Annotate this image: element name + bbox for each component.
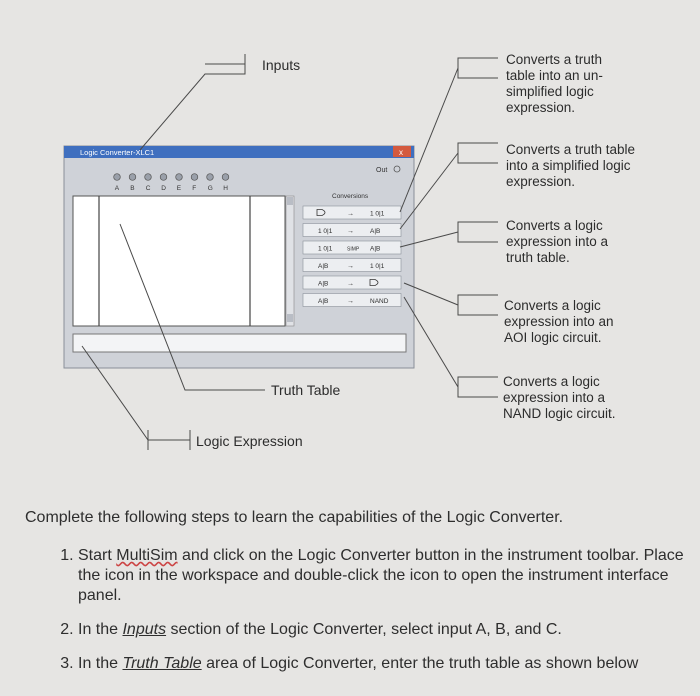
callout-expression-to-aoi: Converts a logic expression into an AOI logic circuit. [504, 298, 614, 345]
truth-table-term: Truth Table [122, 655, 202, 672]
input-letter-b: B [130, 185, 135, 192]
window-title: Logic Converter-XLC1 [80, 148, 155, 157]
step-3 [78, 654, 685, 674]
conversion-arrow: → [347, 298, 354, 305]
conversion-arrow: → [347, 263, 354, 270]
callout-truth-to-simplified: Converts a truth table into a simplified logic expression. [506, 142, 636, 189]
input-terminal-f[interactable] [191, 174, 198, 181]
conversion-from: 1 0|1 [318, 228, 333, 235]
truth-table-label: Truth Table [271, 382, 341, 398]
input-terminal-c[interactable] [145, 174, 152, 181]
conversion-button-1[interactable] [303, 206, 401, 219]
input-terminal-g[interactable] [207, 174, 214, 181]
inputs-label: Inputs [262, 57, 301, 73]
input-terminal-b[interactable] [129, 174, 136, 181]
input-letter-c: C [145, 185, 151, 192]
conversion-arrow: → [347, 228, 354, 235]
inputs-term: Inputs [122, 621, 167, 638]
truth-table-scrollbar[interactable] [286, 196, 294, 326]
step-2 [78, 620, 685, 640]
conversion-arrow: SIMP [347, 246, 360, 253]
logic-converter-window [64, 146, 414, 368]
instructions-intro: Complete the following steps to learn the capabilities of the Logic Converter. [25, 509, 564, 526]
callout-expression-to-truth: Converts a logic expression into a truth table. [506, 218, 609, 265]
step-2-text-a: In the [78, 621, 123, 638]
input-letter-g: G [207, 185, 213, 192]
truth-table-area[interactable] [73, 196, 285, 326]
conversion-from: A|B [318, 263, 329, 270]
conversion-to: 1 0|1 [370, 210, 385, 218]
input-terminal-d[interactable] [160, 174, 167, 181]
conversion-button-3[interactable] [303, 241, 401, 254]
conversions-label: Conversions [332, 193, 369, 200]
conversion-arrow: → [347, 280, 354, 288]
input-terminal-a[interactable] [114, 174, 121, 181]
conversion-from: A|B [318, 298, 329, 305]
input-letter-a: A [114, 185, 120, 192]
step-2-text-b: section of the Logic Converter, select input A, B, and C. [166, 621, 562, 638]
input-letter-e: E [176, 185, 182, 192]
conversion-button-4[interactable] [303, 259, 401, 272]
step-1-text-b: and click on the Logic Converter button in the instrument toolbar. Place the icon in the workspace and double-click the icon to open the instrument interface panel. [78, 547, 684, 604]
step-3-text-a: In the [78, 655, 123, 672]
logic-expression-label: Logic Expression [196, 433, 303, 449]
conversion-button-6[interactable] [303, 294, 401, 307]
input-letter-f: F [192, 185, 197, 192]
steps-list [25, 546, 685, 674]
conversion-to: A|B [370, 245, 381, 253]
multisim-term: MultiSim [116, 547, 178, 564]
callout-truth-to-unsimplified: Converts a truth table into an un-simplified logic expression. [506, 52, 603, 115]
close-icon: x [399, 148, 403, 157]
input-letter-h: H [223, 185, 229, 192]
conversion-button-2[interactable] [303, 224, 401, 237]
logic-expression-field[interactable] [73, 334, 406, 352]
step-1-text-a: Start [78, 547, 117, 564]
input-terminal-e[interactable] [176, 174, 183, 181]
conversion-to: 1 0|1 [370, 263, 385, 270]
step-1 [78, 546, 685, 606]
step-3-text-b: area of Logic Converter, enter the truth table as shown below [201, 655, 639, 672]
input-letter-d: D [161, 185, 167, 192]
conversion-to: NAND [370, 298, 389, 305]
instructions [25, 508, 685, 688]
callout-expression-to-nand: Converts a logic expression into a NAND logic circuit. [503, 374, 616, 421]
conversion-from: 1 0|1 [318, 245, 333, 253]
input-terminal-h[interactable] [222, 174, 229, 181]
conversion-from: A|B [318, 280, 329, 288]
conversion-to: A|B [370, 228, 381, 235]
out-label: Out [376, 167, 388, 174]
conversion-button-5[interactable] [303, 276, 401, 289]
conversion-arrow: → [347, 210, 354, 218]
